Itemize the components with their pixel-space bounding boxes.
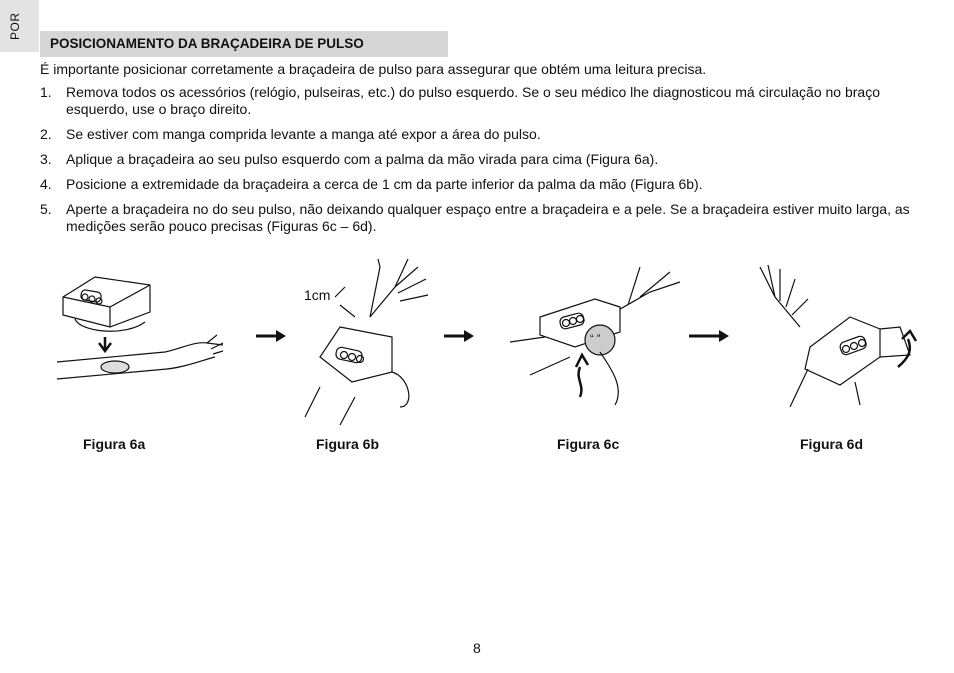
figure-6d-caption: Figura 6d [800, 436, 864, 452]
sound-label: “ ” [590, 333, 601, 345]
measurement-label: 1cm [304, 287, 331, 303]
arrow-right-icon [444, 329, 474, 343]
step-number: 5. [40, 201, 52, 217]
intro-paragraph: É importante posicionar corretamente a braçadeira de pulso para assegurar que obtém uma leitura precisa. [40, 61, 707, 77]
step-number: 3. [40, 151, 52, 167]
figure-6b-illustration [300, 257, 440, 427]
figure-6c-caption: Figura 6c [557, 436, 620, 452]
language-tab [0, 0, 39, 52]
list-item [40, 151, 920, 168]
instruction-list [40, 84, 920, 243]
step-text: Remova todos os acessórios (relógio, pulseiras, etc.) do pulso esquerdo. Se o seu médico lhe diagnosticou má circulação no braço esquerdo, use o braço direito. [66, 84, 880, 117]
step-text: Posicione a extremidade da braçadeira a cerca de 1 cm da parte inferior da palma da mão (Figura 6b). [66, 176, 703, 192]
figure-6b-caption: Figura 6b [316, 436, 380, 452]
arrow-right-icon [689, 329, 729, 343]
section-title: POSICIONAMENTO DA BRAÇADEIRA DE PULSO [40, 31, 448, 57]
step-number: 1. [40, 84, 52, 100]
step-text: Se estiver com manga comprida levante a manga até expor a área do pulso. [66, 126, 541, 142]
step-text: Aplique a braçadeira ao seu pulso esquerdo com a palma da mão virada para cima (Figura 6a). [66, 151, 659, 167]
figure-6a-illustration [55, 257, 225, 397]
arrow-right-icon [256, 329, 286, 343]
figure-6c-illustration [510, 257, 690, 407]
list-item [40, 201, 920, 235]
list-item [40, 126, 920, 143]
figure-6a-caption: Figura 6a [83, 436, 146, 452]
figure-6d-illustration [750, 257, 930, 407]
step-number: 2. [40, 126, 52, 142]
language-label: POR [8, 12, 22, 40]
step-number: 4. [40, 176, 52, 192]
page-number: 8 [473, 640, 481, 656]
list-item [40, 176, 920, 193]
list-item [40, 84, 920, 118]
step-text: Aperte a braçadeira no do seu pulso, não deixando qualquer espaço entre a braçadeira e a pele. Se a braçadeira estiver muito larga, as medições serão pouco precisas (Figuras 6c – 6d). [66, 201, 910, 234]
